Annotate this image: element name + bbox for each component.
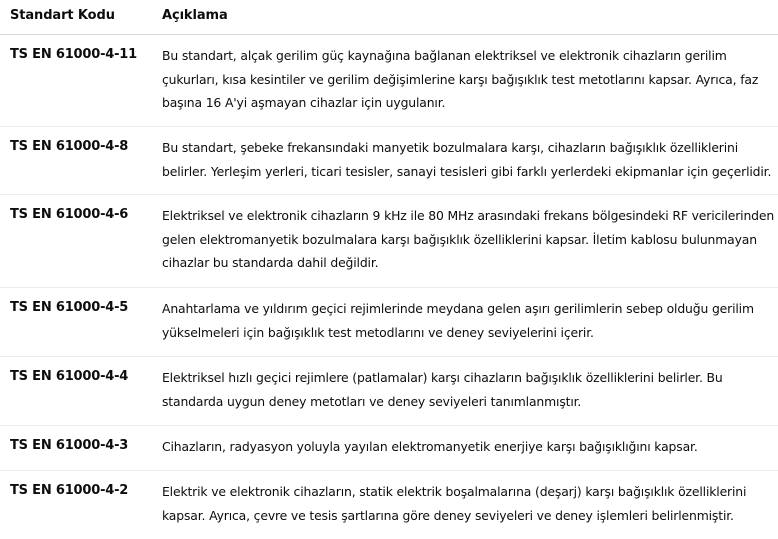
table-row xyxy=(0,195,778,288)
standard-description: Elektrik ve elektronik cihazların, statik elektrik boşalmalarına (deşarj) karşı bağışıklık özelliklerini kapsar. Ayrıca, çevre ve tesis şartlarına göre deney seviyeleri ve deney işlemleri belirlenmiştir. xyxy=(162,484,747,523)
table-row xyxy=(0,127,778,195)
standard-description: Bu standart, şebeke frekansındaki manyetik bozulmalara karşı, cihazların bağışıklık özelliklerini belirler. Yerleşim yerleri, ticari tesisler, sanayi tesisleri gibi farklı yerlerdeki ekipmanlar için geçerlidir. xyxy=(162,140,772,179)
table-row xyxy=(0,357,778,426)
standard-description: Cihazların, radyasyon yoluyla yayılan elektromanyetik enerjiye karşı bağışıklığını kapsar. xyxy=(162,439,698,454)
header-description: Açıklama xyxy=(162,8,228,23)
standard-description: Elektriksel hızlı geçici rejimlere (patlamalar) karşı cihazların bağışıklık özelliklerini belirler. Bu standarda uygun deney metotları ve deney seviyeleri tanımlanmıştır. xyxy=(162,370,723,409)
standard-code: TS EN 61000-4-6 xyxy=(10,207,129,222)
standard-code: TS EN 61000-4-11 xyxy=(10,47,137,62)
standard-code: TS EN 61000-4-2 xyxy=(10,483,129,498)
table-row xyxy=(0,288,778,357)
standard-code: TS EN 61000-4-3 xyxy=(10,438,129,453)
standard-description: Bu standart, alçak gerilim güç kaynağına bağlanan elektriksel ve elektronik cihazların gerilim çukurları, kısa kesintiler ve gerilim değişimlerine karşı bağışıklık test metotlarını kapsar. Ayrıca, faz başına 16 A'yi aşmayan cihazlar için uygulanır. xyxy=(162,48,759,110)
standard-description: Elektriksel ve elektronik cihazların 9 kHz ile 80 MHz arasındaki frekans bölgesindeki RF vericilerinden gelen elektromanyetik bozulmalara karşı bağışıklık özelliklerini kapsar. İletim kablosu bulunmayan cihazlar bu standarda dahil değildir. xyxy=(162,208,775,270)
standard-description: Anahtarlama ve yıldırım geçici rejimlerinde meydana gelen aşırı gerilimlerin sebep olduğu gerilim yükselmeleri için bağışıklık test metodlarını ve deney seviyelerini içerir. xyxy=(162,301,754,340)
header-standard-code: Standart Kodu xyxy=(10,8,115,23)
standard-code: TS EN 61000-4-5 xyxy=(10,300,129,315)
table-header xyxy=(0,0,778,35)
standard-code: TS EN 61000-4-4 xyxy=(10,369,129,384)
table-row xyxy=(0,471,778,539)
standard-code: TS EN 61000-4-8 xyxy=(10,139,129,154)
table-row xyxy=(0,35,778,127)
table-row xyxy=(0,426,778,471)
